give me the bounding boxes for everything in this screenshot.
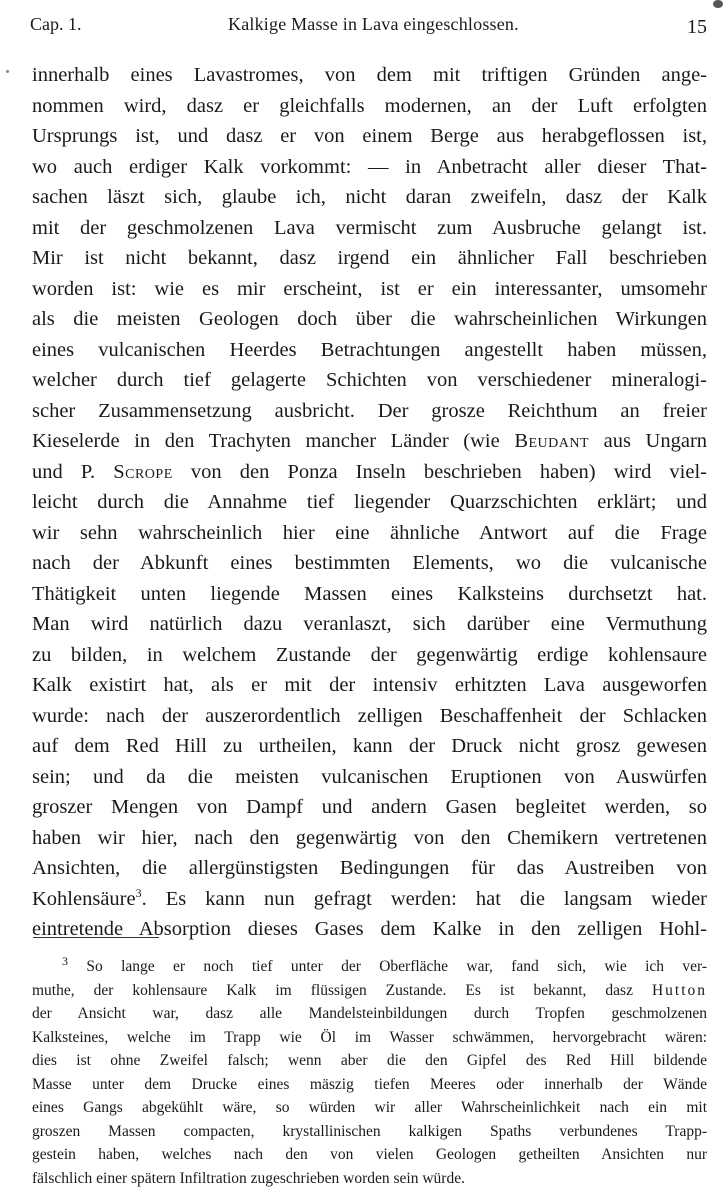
chapter-label: Cap. 1. (30, 14, 82, 34)
author-name-hutton: Hutton (651, 981, 708, 999)
footnote-line: eines Gangs abgekühlt wäre, so würden wir aller Wahrscheinlichkeit nach ein mit (32, 1099, 707, 1116)
text-segment: muthe, der kohlensaure Kalk im flüssigen Zustande. Es ist bekannt, dasz (32, 981, 633, 999)
text-segment: So lange er noch tief unter der Oberfläche war, fand sich, wie ich ver- (86, 958, 708, 975)
text-line: sachen läszt sich, glaube ich, nicht daran zweifeln, dasz der Kalk (32, 186, 707, 208)
text-segment: von den Ponza Inseln beschrieben haben) wird viel- (190, 460, 707, 483)
footnote-divider (33, 937, 159, 938)
text-segment: Kieselerde in den Trachyten mancher Länder (wie (32, 430, 500, 452)
running-title: Kalkige Masse in Lava eingeschlossen. (228, 14, 519, 34)
footnote-line: gestein haben, welches nach den von vielen Geologen getheilten Ansichten nur (32, 1146, 707, 1163)
footnote-line: der Ansicht war, dasz alle Mandelsteinbildungen durch Tropfen geschmolzenen (32, 1005, 707, 1022)
footnote-line: groszen Massen compacten, krystallinischen kalkigen Spaths verbundenes Trapp- (32, 1122, 707, 1140)
author-name-scrope: Scrope (113, 460, 173, 483)
text-line: Kalk existirt hat, als er mit der intensiv erhitzten Lava ausgeworfen (32, 674, 707, 696)
text-segment: Kohlensäure (32, 887, 136, 910)
text-line: worden ist: wie es mir erscheint, ist er ein interessanter, umsomehr (32, 277, 707, 300)
footnote-marker: 3 (62, 953, 68, 968)
text-segment: . Es kann nun gefragt werden: hat die langsam wieder (141, 887, 707, 910)
text-line: eintretende Absorption dieses Gases dem Kalke in den zelligen Hohl- (32, 918, 707, 940)
text-line: nommen wird, dasz er gleichfalls modernen, an der Luft erfolgten (32, 94, 707, 117)
text-line: als die meisten Geologen doch über die wahrscheinlichen Wirkungen (32, 308, 707, 330)
text-line: Ansichten, die allergünstigsten Bedingungen für das Austreiben von (32, 857, 707, 879)
text-line: leicht durch die Annahme tief liegender Quarzschichten erklärt; und (32, 491, 707, 513)
text-line: Mir ist nicht bekannt, dasz irgend ein ähnlicher Fall beschrieben (32, 247, 707, 269)
text-segment: aus Ungarn (603, 430, 708, 452)
footnote-line: fälschlich einer spätern Infiltration zugeschrieben worden sein würde. (32, 1169, 465, 1187)
text-line: zu bilden, in welchem Zustande der gegenwärtig erdige kohlensaure (32, 643, 707, 666)
text-line: scher Zusammensetzung ausbricht. Der grosze Reichthum an freier (32, 399, 707, 422)
footnote-line: Kalksteines, welche im Trapp wie Öl im Wasser schwämmen, hervorgebracht wären: (32, 1028, 707, 1046)
text-line: eines vulcanischen Heerdes Betrachtungen angestellt haben müssen, (32, 338, 707, 361)
footnote-line-hutton (32, 979, 707, 1003)
main-text (32, 60, 707, 945)
running-head (30, 14, 707, 40)
page-number: 15 (687, 16, 707, 38)
margin-mark (6, 70, 9, 73)
text-line-beudant (32, 426, 707, 457)
footnote-block (32, 955, 707, 1190)
text-line: mit der geschmolzenen Lava vermischt zum Ausbruche gelangt ist. (32, 216, 707, 239)
text-line: groszer Mengen von Dampf und andern Gasen begleitet werden, so (32, 796, 707, 818)
text-line: nach der Abkunft eines bestimmten Elements, wo die vulcanische (32, 552, 707, 574)
text-line: Man wird natürlich dazu veranlaszt, sich darüber eine Vermuthung (32, 613, 707, 635)
text-line: auf dem Red Hill zu urtheilen, kann der Druck nicht grosz gewesen (32, 735, 707, 757)
text-line: wurde: nach der auszerordentlich zelligen Beschaffenheit der Schlacken (32, 704, 707, 727)
text-line: wo auch erdiger Kalk vorkommt: — in Anbetracht aller dieser That- (32, 155, 707, 178)
ink-speck (713, 0, 723, 8)
text-line: innerhalb eines Lavastromes, von dem mit triftigen Gründen ange- (32, 64, 707, 86)
footnote-line: dies ist ohne Zweifel falsch; wenn aber die den Gipfel des Red Hill bildende (32, 1052, 707, 1069)
text-line: Ursprungs ist, und dasz er von einem Berge aus herabgeflossen ist, (32, 125, 707, 147)
footnote-line: Masse unter dem Drucke eines mäszig tiefen Meeres oder innerhalb der Wände (32, 1075, 707, 1093)
text-line: sein; und da die meisten vulcanischen Eruptionen von Auswürfen (32, 765, 707, 788)
text-line: welcher durch tief gelagerte Schichten von verschiedener mineralogi- (32, 369, 707, 391)
text-line-scrope (32, 457, 707, 488)
footnote-line (32, 955, 707, 979)
text-line-footnote-ref (32, 884, 707, 915)
text-line: haben wir hier, nach den gegenwärtig von den Chemikern vertretenen (32, 826, 707, 849)
text-line: wir sehn wahrscheinlich hier eine ähnliche Antwort auf die Frage (32, 521, 707, 544)
text-line: Thätigkeit unten liegende Massen eines Kalksteins durchsetzt hat. (32, 582, 707, 605)
footnote-reference[interactable]: 3 (135, 885, 142, 900)
text-segment: und P. (32, 460, 96, 483)
author-name-beudant: Beudant (514, 430, 590, 452)
